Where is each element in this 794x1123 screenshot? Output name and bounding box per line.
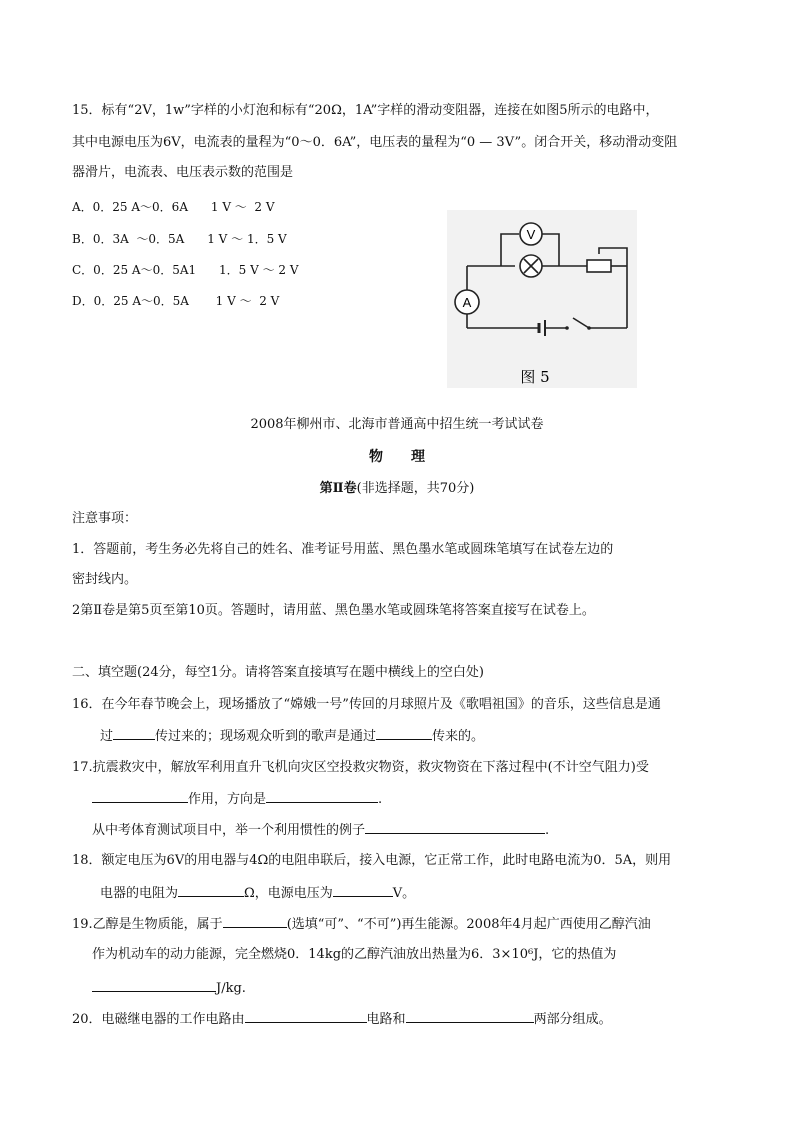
- q18-line-2: [100, 884, 415, 903]
- q18-blank-2[interactable]: [333, 884, 393, 897]
- volume-title: [0, 480, 794, 498]
- q15-option-a[interactable]: A．0．25 A～0．6A 1 V ～ 2 V: [72, 200, 275, 214]
- circuit-figure-5: [447, 210, 637, 388]
- q20-text-a: 20．电磁继电器的工作电路由: [72, 1012, 245, 1027]
- voltmeter-label: V: [526, 227, 536, 242]
- q16-text-c: 传来的。: [432, 729, 485, 744]
- q19-blank-1[interactable]: [223, 915, 287, 928]
- exam-title: 2008年柳州市、北海市普通高中招生统一考试试卷: [250, 417, 544, 432]
- q16-blank-2[interactable]: [376, 727, 432, 740]
- q18-text-a: 电器的电阻为: [100, 886, 179, 901]
- subject-title: 物 理: [369, 449, 425, 465]
- q17-line-3: [92, 821, 549, 840]
- section-heading: 二、填空题(24分，每空1分。请将答案直接填写在题中横线上的空白处): [72, 665, 484, 680]
- notes-title: 注意事项：: [72, 511, 138, 526]
- volume-label: 第Ⅱ卷: [319, 481, 357, 496]
- q17-text-b: .: [378, 792, 383, 807]
- volume-desc: (非选择题，共70分): [356, 481, 475, 496]
- q19-unit: J/kg.: [216, 981, 246, 996]
- q15-stem-line-2: 其中电源电压为6V，电流表的量程为“0～0．6A”，电压表的量程为“0 — 3V”。闭合开关，移动滑动变阻: [72, 135, 678, 150]
- q20-line-1: [72, 1010, 612, 1029]
- notes-item-1: 1．答题前，考生务必先将自己的姓名、准考证号用蓝、黑色墨水笔或圆珠笔填写在试卷左边的: [72, 542, 614, 557]
- q19-line-2: 作为机动车的动力能源，完全燃烧0．14kg的乙醇汽油放出热量为6．3×10⁶J，它的热值为: [92, 947, 617, 962]
- q17-blank-1[interactable]: [92, 790, 188, 803]
- q19-text-b: (选填“可”、“不可”)再生能源。2008年4月起广西使用乙醇汽油: [286, 917, 651, 932]
- q16-text-a: 过: [100, 729, 114, 744]
- q16-text-b: 传过来的；现场观众听到的歌声是通过: [155, 729, 377, 744]
- notes-item-1-cont: 密封线内。: [72, 572, 138, 587]
- q18-blank-1[interactable]: [178, 884, 244, 897]
- notes-item-2: 2第Ⅱ卷是第5页至第10页。答题时，请用蓝、黑色墨水笔或圆珠笔将答案直接写在试卷上。: [72, 603, 595, 618]
- q20-text-b: 电路和: [366, 1012, 406, 1027]
- q15-stem-line-1: 15．标有“2V，1w”字样的小灯泡和标有“20Ω，1A”字样的滑动变阻器，连接在如图5所示的电路中，: [72, 103, 659, 118]
- q18-text-c: V。: [392, 886, 416, 901]
- q19-line-3: [92, 979, 246, 998]
- ammeter-label: A: [462, 295, 472, 310]
- q20-blank-1[interactable]: [245, 1010, 367, 1023]
- q18-text-b: Ω，电源电压为: [244, 886, 333, 901]
- q17-line-2: [92, 790, 382, 809]
- q16-line-2: [100, 727, 484, 746]
- q16-blank-1[interactable]: [113, 727, 155, 740]
- q17-line-1: 17.抗震救灾中，解放军利用直升飞机向灾区空投救灾物资，救灾物资在下落过程中(不计空气阻力)受: [72, 760, 649, 775]
- q17-blank-3[interactable]: [365, 821, 545, 834]
- rheostat-symbol: [587, 260, 611, 272]
- q15-stem-line-3: 器滑片，电流表、电压表示数的范围是: [72, 165, 294, 180]
- q18-line-1: 18．额定电压为6V的用电器与4Ω的电阻串联后，接入电源，它正常工作，此时电路电流为0．5A，则用: [72, 853, 672, 868]
- q20-blank-2[interactable]: [406, 1010, 534, 1023]
- q17-text-d: .: [545, 823, 550, 838]
- q15-option-c[interactable]: C．0．25 A～0．5A1 1．5 V ～ 2 V: [72, 263, 299, 277]
- q15-option-b[interactable]: B．0．3A ～0．5A 1 V ～ 1．5 V: [72, 232, 287, 246]
- q16-line-1: 16．在今年春节晚会上，现场播放了“嫦娥一号”传回的月球照片及《歌唱祖国》的音乐，这些信息是通: [72, 697, 661, 712]
- q17-text-a: 作用，方向是: [188, 792, 267, 807]
- q19-text-a: 19.乙醇是生物质能，属于: [72, 917, 223, 932]
- q17-blank-2[interactable]: [266, 790, 378, 803]
- q15-option-d[interactable]: D．0．25 A～0．5A 1 V ～ 2 V: [72, 294, 280, 308]
- figure-caption: 图 5: [520, 368, 550, 386]
- q20-text-c: 两部分组成。: [533, 1012, 612, 1027]
- q19-line-1: [72, 915, 651, 934]
- q19-blank-2[interactable]: [92, 979, 216, 992]
- q17-text-c: 从中考体育测试项目中，举一个利用惯性的例子: [92, 823, 366, 838]
